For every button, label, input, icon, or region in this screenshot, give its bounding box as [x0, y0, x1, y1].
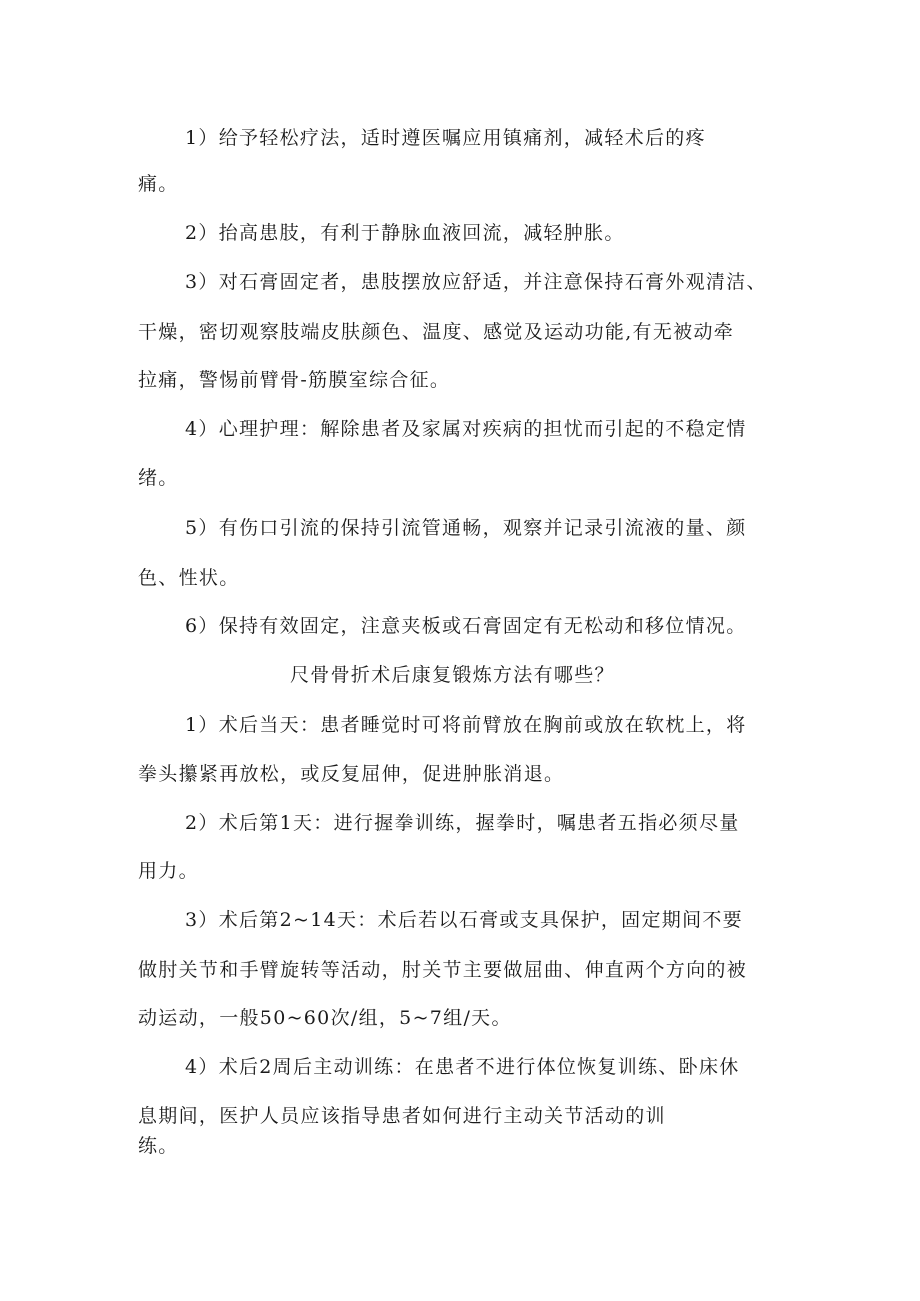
- paragraph-line: 3）术后第2~14天：术后若以石膏或支具保护，固定期间不要: [185, 909, 743, 931]
- paragraph-line: 拉痛，警惕前臂骨-筋膜室综合征。: [138, 369, 451, 391]
- paragraph-line: 3）对石膏固定者，患肢摆放应舒适，并注意保持石膏外观清洁、: [185, 271, 767, 293]
- paragraph-line: 4）心理护理：解除患者及家属对疾病的担忧而引起的不稳定情: [185, 418, 747, 440]
- paragraph-line: 4）术后2周后主动训练：在患者不进行体位恢复训练、卧床休: [185, 1056, 740, 1078]
- paragraph-line: 6）保持有效固定，注意夹板或石膏固定有无松动和移位情况。: [185, 615, 747, 637]
- paragraph-line: 5）有伤口引流的保持引流管通畅，观察并记录引流液的量、颜: [185, 517, 747, 539]
- paragraph-line: 用力。: [138, 860, 199, 882]
- paragraph-line: 干燥，密切观察肢端皮肤颜色、温度、感觉及运动功能,有无被动牵: [138, 321, 735, 343]
- paragraph-line: 拳头攥紧再放松，或反复屈伸，促进肿胀消退。: [138, 763, 565, 785]
- paragraph-line: 2）抬高患肢，有利于静脉血液回流，减轻肿胀。: [185, 222, 625, 244]
- paragraph-line: 息期间，医护人员应该指导患者如何进行主动关节活动的训: [138, 1105, 666, 1127]
- paragraph-line: 绪。: [138, 467, 179, 489]
- paragraph-line: 2）术后第1天：进行握拳训练，握拳时，嘱患者五指必须尽量: [185, 812, 740, 834]
- paragraph-line: 动运动，一般50~60次/组，5~7组/天。: [138, 1007, 512, 1029]
- paragraph-line: 做肘关节和手臂旋转等活动，肘关节主要做屈曲、伸直两个方向的被: [138, 959, 748, 981]
- paragraph-line: 练。: [138, 1135, 179, 1157]
- paragraph-line: 色、性状。: [138, 567, 240, 589]
- paragraph-line: 痛。: [138, 173, 179, 195]
- paragraph-line: 1）给予轻松疗法，适时遵医嘱应用镇痛剂，减轻术后的疼: [185, 127, 706, 149]
- section-heading: 尺骨骨折术后康复锻炼方法有哪些？: [290, 664, 615, 686]
- paragraph-line: 1）术后当天：患者睡觉时可将前臂放在胸前或放在软枕上，将: [185, 714, 747, 736]
